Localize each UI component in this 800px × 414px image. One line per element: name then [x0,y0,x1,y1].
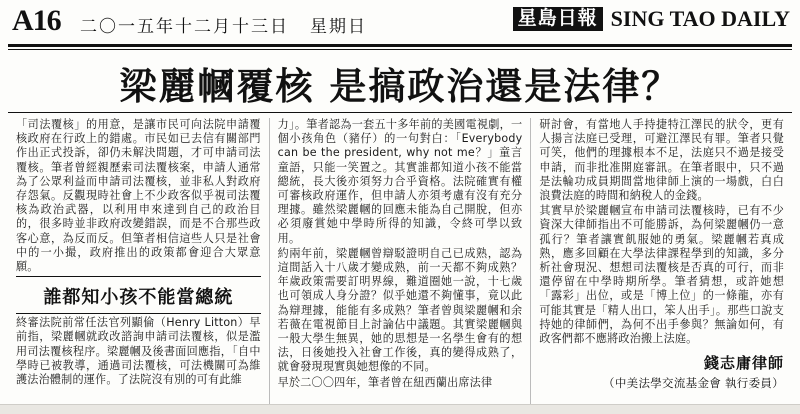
subhead-rule-bottom [16,313,261,314]
author-byline: 錢志庸律師 [704,354,785,373]
author-affiliation: （中美法學交流基金會 執行委員） [603,376,785,391]
article-body [8,118,792,404]
paragraph: 力」。筆者認為一套五十多年前的美國電視劇，一個小孩角色（豬仔）的一句對白：「Everybody can be the president, why not me？」童言童語，只能一笑置之。其實誰都知道小孩不能當總統，長大後亦須努力合乎資格。法院確實有權可審核政府運作，但申請人亦須考慮有沒有充分理據。雖然梁麗幗的回應未能為自己開脫，但亦必須廢賞她中學時所得的知識，令終可學以致用。 [277,118,523,245]
paragraph: 研討會，有當地人手持捷特江澤民的狀令，更有人揚言法庭已受理，可避江澤民有罪。筆者只覺可笑，他們的理據根本不足，法庭只不過是接受申請，而非批准開庭審訊。在筆者眼中，只不過是法輪功成員期間當地律師上演的一場戲，白白浪費法庭的時間和納稅人的金錢。 [539,118,785,203]
masthead-rule-thick [8,44,792,47]
column-1 [8,118,269,404]
masthead [0,0,800,46]
column-3 [530,118,792,404]
brand-name-chinese: 星島日報 [513,7,603,31]
page-bottom-edge [0,404,800,414]
section-subhead: 誰都知小孩不能當總統 [43,287,234,309]
paragraph: 約兩年前，梁麗幗曾辯駁證明自己已成熟，認為這間話入十八歲才變成熟，前一天都不夠成熟？年歲政策需要訂明界線，難道圈她一說，十七歲也可領成人身分證？似乎她還不夠懂事，竟以此為辯理據，能能有多成熟？筆者曾與梁麗幗和余若薇在電視節目上討論佔中議題。其實梁麗幗與一般大學生無異，她的思想是一名學生會有的想法，日後她投入社會工作後，真的變得成熟了，就會發現現實與她想像的不同。 [277,246,523,374]
brand-logo [513,6,790,32]
page-number: A16 [12,4,61,37]
brand-name-english: SING TAO DAILY [610,6,790,31]
subhead-rule-top [16,276,261,277]
column-2 [269,118,531,404]
paragraph: 「司法覆核」的用意，是讓市民可向法院申請覆核政府在行政上的錯處。市民如已去信有關部門作出正式投訴，卻仍未解決問題，才可申請司法覆核。筆者曾經親歷索司法覆核案，申請人通常為了公眾利益而申請司法覆核，並非私人對政府存怨氣。反觀現時社會上不少政客似乎視司法覆核為政治武器，以利用申來達到自己的政治目的，很多時並非政府改變錯誤，而是不合那些政客心意，為反而反。但筆者相信這些人只是社會中的一小撮，政府推出的政策都會迎合大眾意願。 [16,118,261,274]
article-headline: 梁麗幗覆核 是搞政治還是法律？ [119,65,681,108]
paragraph: 終審法院前常任法官列顯倫（Henry Litton）早前指，梁麗幗就政改諮詢申請司法覆核，似是濫用司法覆核程序。梁麗幗及後書面回應指，「自中學時已被教導，通過司法覆核，可法機關可為維護法治體制的運作。了法院沒有別的可有此維 [16,316,261,387]
paragraph: 早於二〇〇四年，筆者曾在紐西蘭出席法律 [277,375,493,389]
weekday: 星期日 [310,17,367,37]
issue-date: 二〇一五年十二月十三日 [80,17,289,37]
paragraph: 其實早於梁麗幗宣布申請司法覆核時，已有不少資深大律師指出不可能勝訴，為何梁麗幗仍一意孤行？筆者讓實飢服她的勇氣。梁麗幗若真成熟，應多回顧在大學法律課程學到的知識，多分析社會現況、想想司法覆核是否真的可行，而非還停留在中學時期所學。筆者猜想，或許她想「露彩」出位，或是「博上位」的一條龍，亦有可能其實是「精人出口，笨人出手」。那些口說支持她的律師們，為何不出手參與？無論如何，有政客們都不應將政治搬上法庭。 [539,204,785,346]
headline-rule [8,112,792,113]
masthead-rule-thin [8,49,792,50]
